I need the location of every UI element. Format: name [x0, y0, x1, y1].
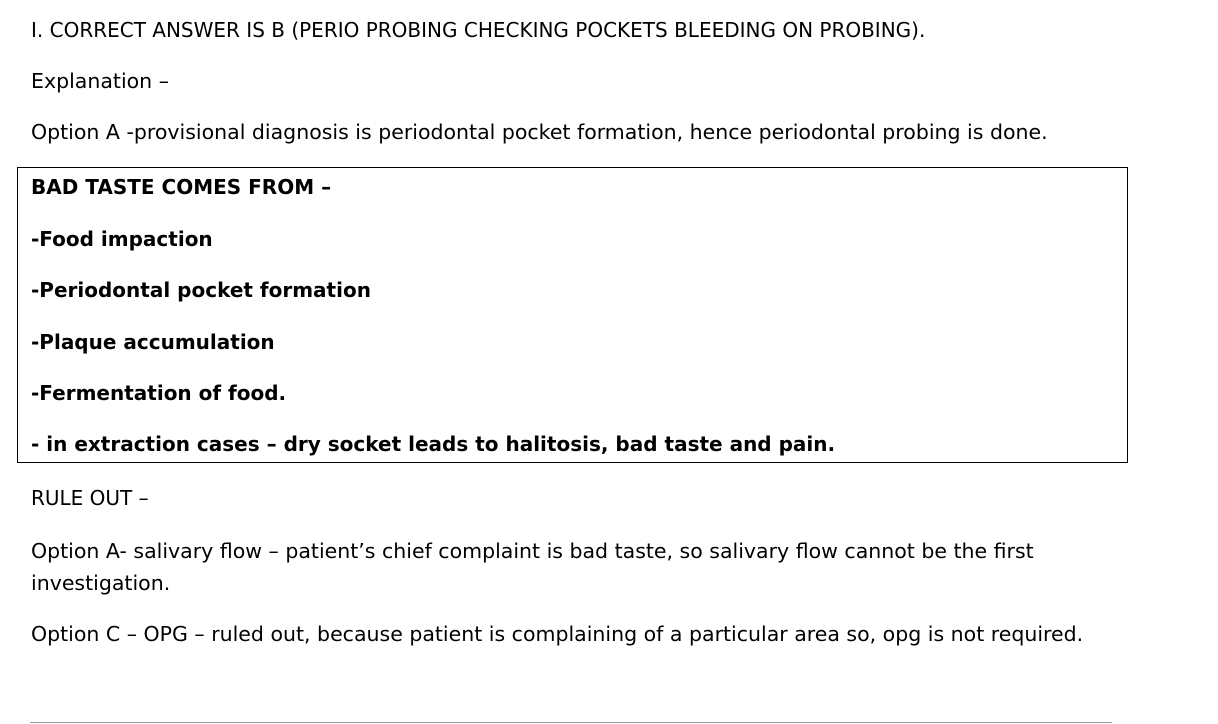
bad-taste-item: -Periodontal pocket formation [31, 278, 371, 302]
bad-taste-item: -Plaque accumulation [31, 330, 275, 354]
option-a-provisional-diagnosis: Option A -provisional diagnosis is periodontal pocket formation, hence periodontal probing is done. [31, 120, 1048, 144]
rule-out-label: RULE OUT – [31, 486, 149, 510]
answer-heading: I. CORRECT ANSWER IS B (PERIO PROBING CHECKING POCKETS BLEEDING ON PROBING). [31, 18, 926, 42]
bad-taste-item: -Food impaction [31, 227, 213, 251]
rule-out-option-a: Option A- salivary flow – patient’s chief complaint is bad taste, so salivary flow cannot be the first investigation. [31, 539, 1034, 595]
bad-taste-item: - in extraction cases – dry socket leads to halitosis, bad taste and pain. [31, 432, 836, 456]
bad-taste-box [17, 167, 1128, 463]
bad-taste-item: -Fermentation of food. [31, 381, 287, 405]
explanation-label: Explanation – [31, 69, 169, 93]
rule-out-option-c: Option C – OPG – ruled out, because patient is complaining of a particular area so, opg is not required. [31, 622, 1084, 646]
footer-divider [30, 722, 1112, 723]
bad-taste-title: BAD TASTE COMES FROM – [31, 175, 332, 199]
